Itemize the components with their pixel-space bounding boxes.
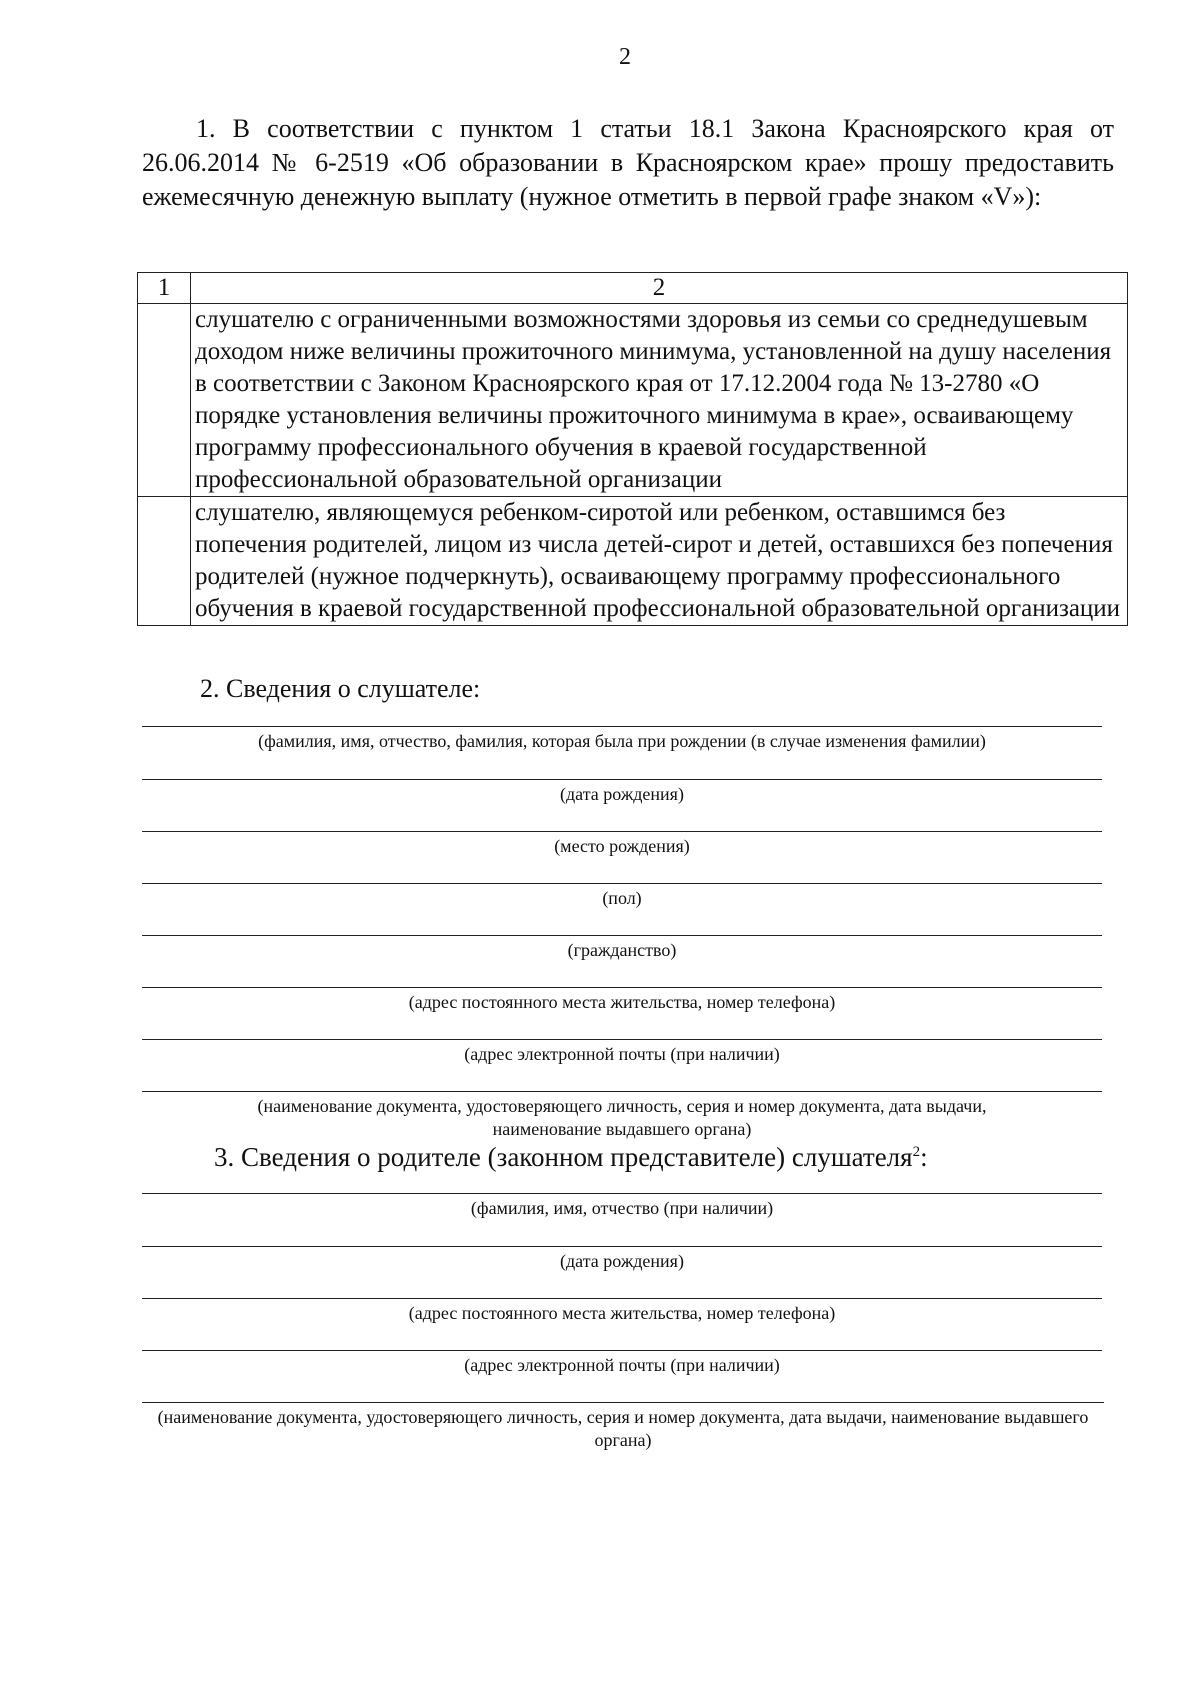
student-address-field[interactable]: (адрес постоянного места жительства, номер телефона) xyxy=(142,987,1102,1014)
section-2-heading: 2. Сведения о слушателе: xyxy=(200,674,481,703)
check-cell-option-2[interactable] xyxy=(138,497,191,626)
table-header-col-1: 1 xyxy=(138,273,191,304)
section-3-heading-text: 3. Сведения о родителе (законном представителе) слушателя xyxy=(214,1142,913,1172)
table-header-col-2: 2 xyxy=(191,273,1128,304)
table-row xyxy=(138,497,1128,626)
parent-address-field[interactable]: (адрес постоянного места жительства, номер телефона) xyxy=(142,1298,1102,1325)
parent-id-document-field[interactable]: (наименование документа, удостоверяющего личность, серия и номер документа, дата выдачи, наименование выдавшего органа) xyxy=(142,1402,1104,1452)
option-1-text: слушателю с ограниченными возможностями здоровья из семьи со среднедушевым доходом ниже величины прожиточного минимума, установленной на душу населения в соответствии с Законом Красноярского края от 17.12.2004 года № 13-2780 «О порядке установления величины прожиточного минимума в крае», осваивающему программу профессионального обучения в краевой государственной профессиональной образовательной организации xyxy=(191,304,1128,497)
table-row xyxy=(138,304,1128,497)
payment-options-table xyxy=(137,272,1128,626)
parent-birthdate-field[interactable]: (дата рождения) xyxy=(142,1246,1102,1273)
student-fullname-field[interactable]: (фамилия, имя, отчество, фамилия, которая была при рождении (в случае изменения фамилии) xyxy=(142,726,1102,753)
student-birthdate-field[interactable]: (дата рождения) xyxy=(142,779,1102,806)
footnote-mark: 2 xyxy=(912,1144,921,1160)
option-2-text: слушателю, являющемуся ребенком-сиротой или ребенком, оставшимся без попечения родителей, лицом из числа детей-сирот и детей, оставшихся без попечения родителей (нужное подчеркнуть), осваивающему программу профессионального обучения в краевой государственной профессиональной образовательной организации xyxy=(191,497,1128,626)
student-birthplace-field[interactable]: (место рождения) xyxy=(142,831,1102,858)
student-sex-field[interactable]: (пол) xyxy=(142,883,1102,910)
intro-paragraph: 1. В соответствии с пунктом 1 статьи 18.1 Закона Красноярского края от 26.06.2014 № 6-2519 «Об образовании в Красноярском крае» прошу предоставить ежемесячную денежную выплату (нужное отметить в первой графе знаком «V»): xyxy=(142,114,1114,211)
student-email-field[interactable]: (адрес электронной почты (при наличии) xyxy=(142,1039,1102,1066)
student-citizenship-field[interactable]: (гражданство) xyxy=(142,935,1102,962)
student-id-document-field[interactable]: (наименование документа, удостоверяющего личность, серия и номер документа, дата выдачи, наименование выдавшего органа) xyxy=(142,1091,1102,1141)
section-3-heading-suffix: : xyxy=(920,1142,928,1172)
table-header-row xyxy=(138,273,1128,304)
check-cell-option-1[interactable] xyxy=(138,304,191,497)
parent-email-field[interactable]: (адрес электронной почты (при наличии) xyxy=(142,1350,1102,1377)
parent-fullname-field[interactable]: (фамилия, имя, отчество (при наличии) xyxy=(142,1193,1102,1220)
section-3-heading xyxy=(214,1141,928,1173)
page-number: 2 xyxy=(619,44,631,70)
